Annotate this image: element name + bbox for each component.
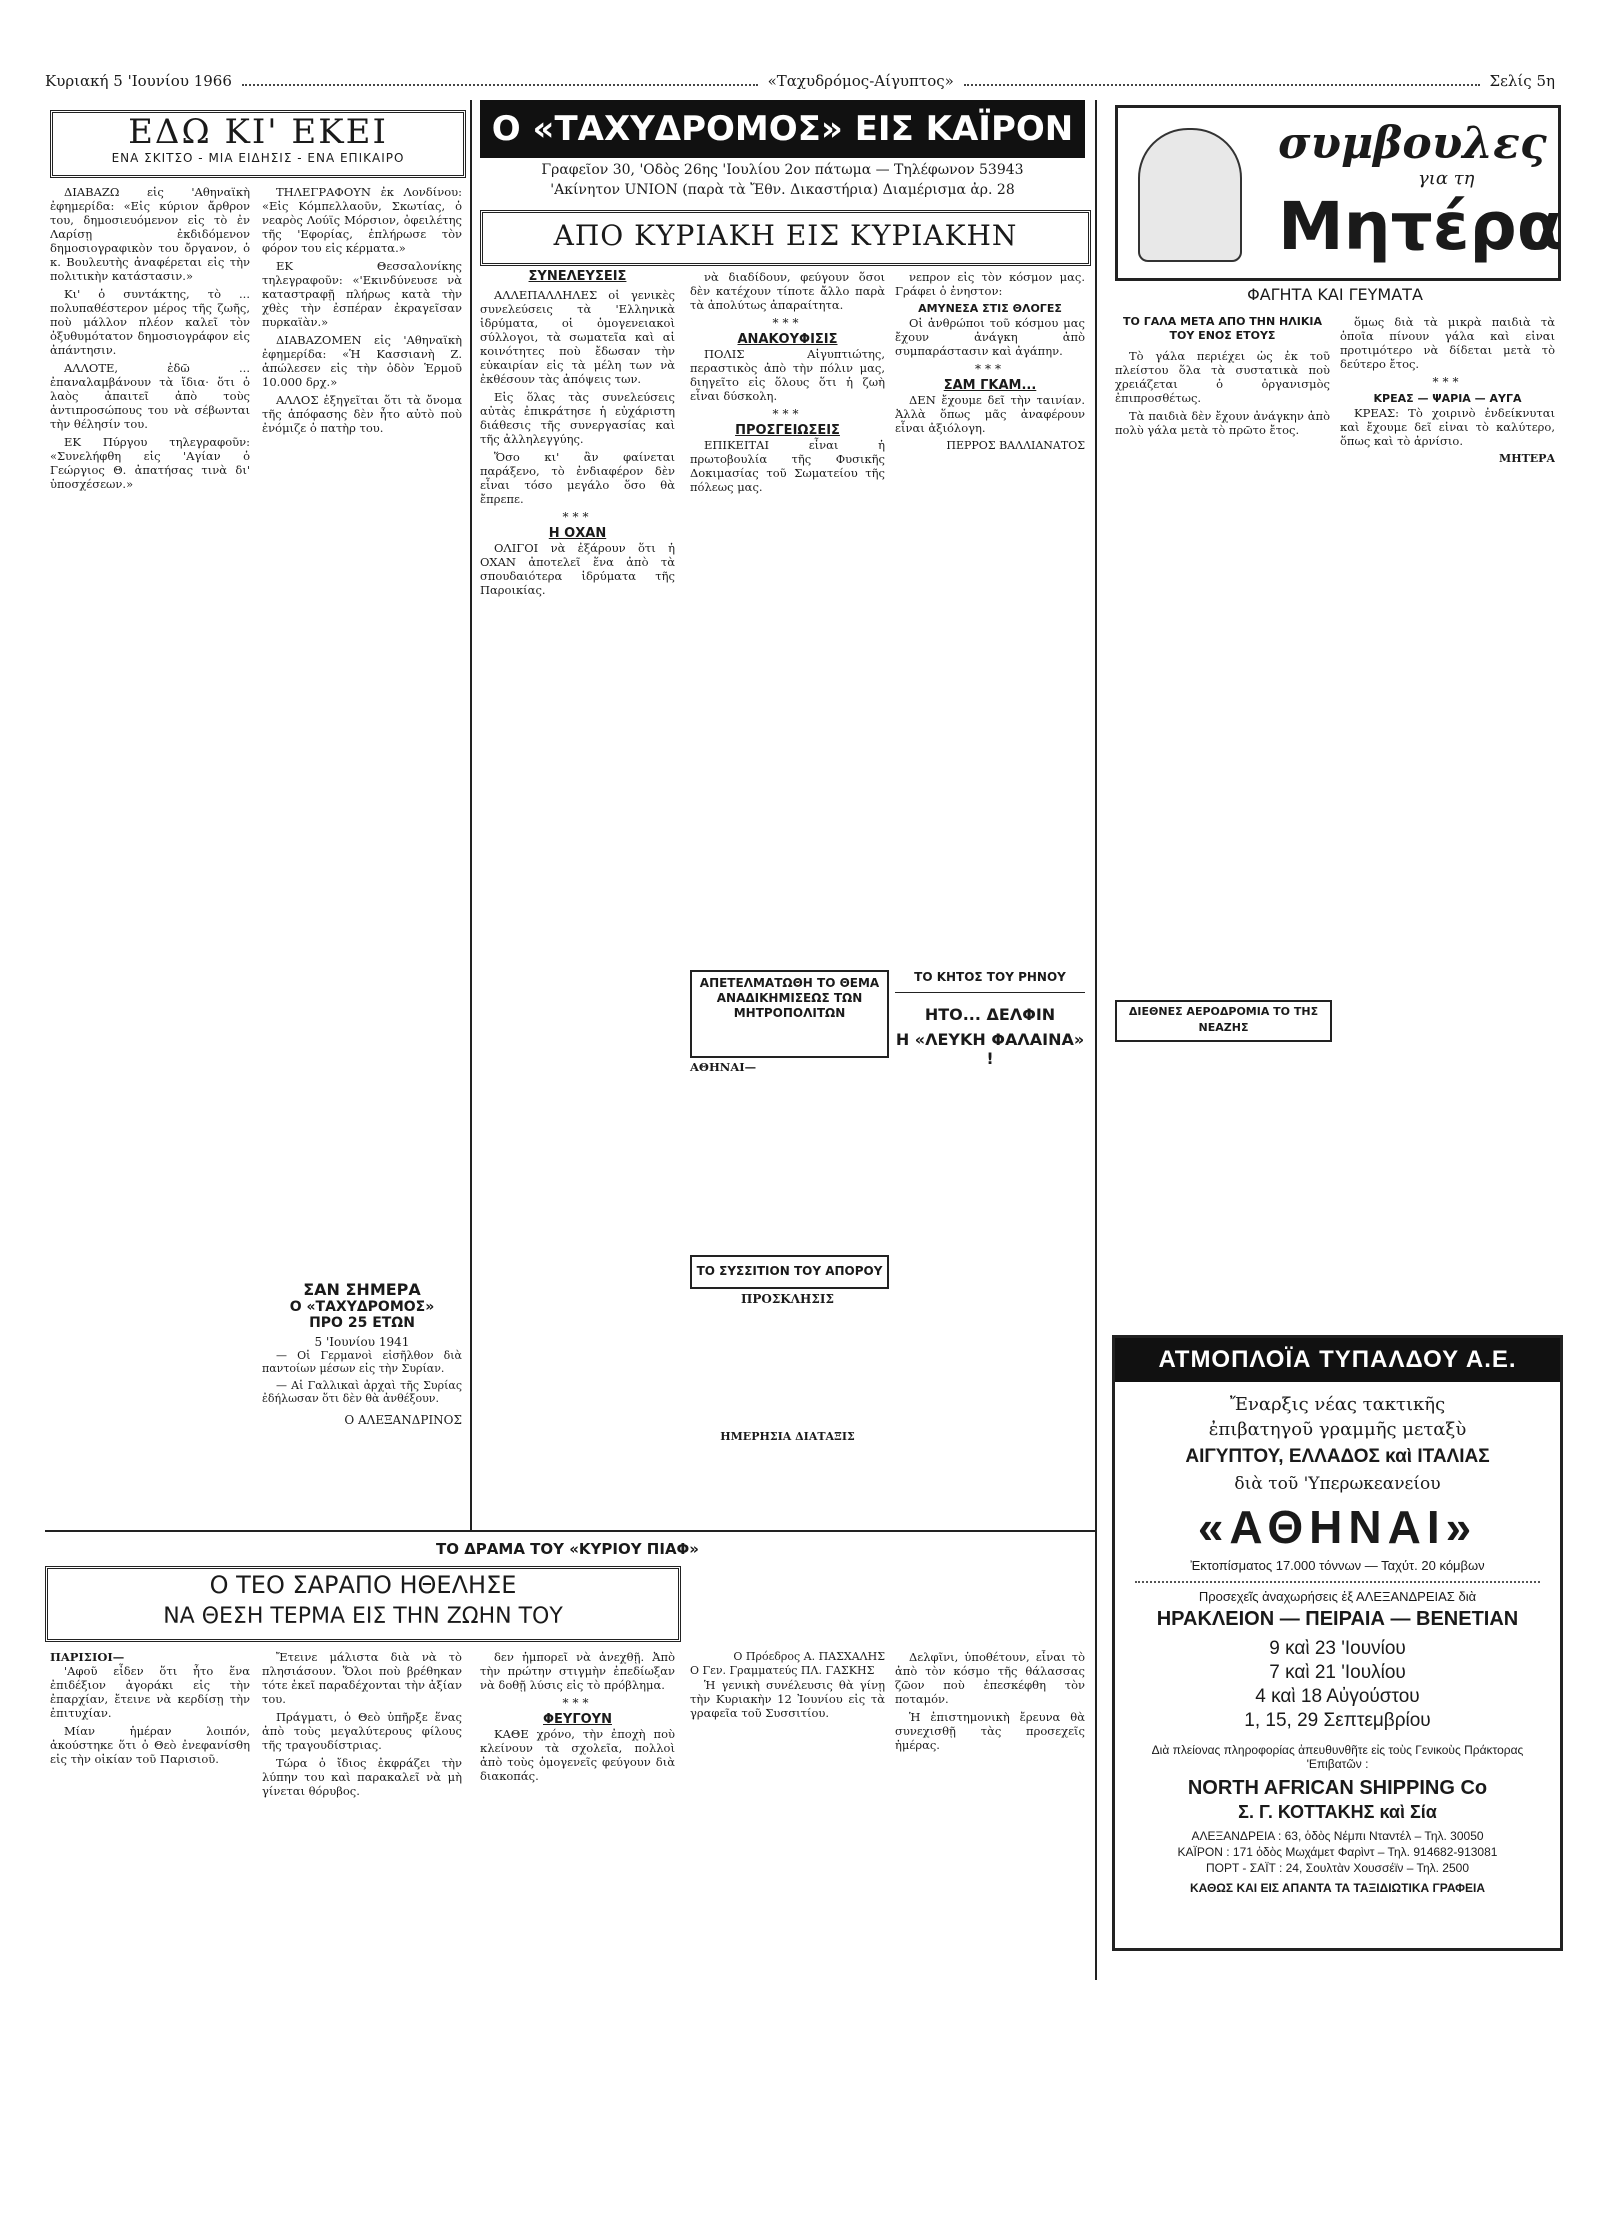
ad-specs: Ἐκτοπίσματος 17.000 τόννων — Ταχύτ. 20 κόμβων <box>1190 1558 1485 1573</box>
edo-column-1: ΔΙΑΒΑΖΩ εἰς 'Αθηναϊκὴ ἐφημερίδα: «Εἰς κύριον ἄρθρον του, δημοσιευόμενον εἰς τὸ ἐν Λαρίσῃ ἐκδιδόμενον δημοσιογραφικὸν του ὄργανον, ὁ κ. Βουλευτὴς ἀναφέρεται εἰς τὴν πολιτικὴν κατάστασιν.» Κι' ὁ συντάκτης, τὸ ... πολυπαθέστερον μέρος τῆς ζωῆς, ποὺ μάλλον πλέον καλεῖ τὸν ὀξυθυμότατον δημοσιογράφον εἰς ἀπάντησιν. ΑΛΛΟΤΕ, ἐδῶ ... ἐπαναλαμβάνουν τὰ ἴδια· ὅτι ὁ λαὸς ἀπαιτεῖ ἀπὸ τοὺς ἀντιπροσώπους του νὰ σέβωνται τὴν θέλησίν του. ΕΚ Πύργου τηλεγραφοῦν: «Συνελήφθη εἰς 'Αγίαν ὁ Γεώργιος Θ. ἀπατήσας τινὰ δι' ὑποσχέσεων.» <box>50 185 250 491</box>
symvoules-section: ΦΑΓΗΤΑ ΚΑΙ ΓΕΥΜΑΤΑ <box>1247 285 1423 304</box>
ad-line-1: Ἔναρξις νέας τακτικῆς <box>1229 1394 1446 1415</box>
piaf-headline <box>45 1566 681 1642</box>
san-simera-text: — Οἱ Γερμανοὶ εἰσῆλθον διὰ παντοίων μέσων εἰς τὴν Συρίαν. — Αἱ Γαλλικαὶ ἀρχαὶ τῆς Συρίας ἐδήλωσαν ὅτι δὲν θὰ ἀνθέξουν. <box>262 1349 462 1405</box>
column-rule <box>1095 100 1097 1980</box>
ad-agent: NORTH AFRICAN SHIPPING Co <box>1187 1777 1488 1799</box>
symvoules-header <box>1115 105 1561 281</box>
kyriaki-title: ΑΠΟ ΚΥΡΙΑΚΗ ΕΙΣ ΚΥΡΙΑΚΗΝ <box>480 210 1091 266</box>
symvoules-title-a: συμβουλες <box>1278 118 1547 169</box>
separator-stars: *** <box>1432 375 1463 389</box>
syneleuseis-head: ΣΥΝΕΛΕΥΣΕΙΣ <box>528 270 627 284</box>
folio-paper: «Ταχυδρόμος-Αίγυπτος» <box>767 72 954 90</box>
prosgeiseis-head: ΠΡΟΣΓΕΙΩΣΕΙΣ <box>735 423 840 438</box>
symvoules-column-1: ΤΟ ΓΑΛΑ ΜΕΤΑ ΑΠΟ ΤΗΝ ΗΛΙΚΙΑ ΤΟΥ ΕΝΟΣ ΕΤΟΥΣ Τὸ γάλα περιέχει ὡς ἐκ τοῦ πλείστου ὅλα τὰ συστατικὰ ποὺ χρειάζεται ὁ ὀργανισμὸς ἐπιπροσθέτως. Τὰ παιδιὰ δὲν ἔχουν ἀνάγκην ἀπὸ πολὺ γάλα μετὰ τὸ πρῶτο ἔτος. <box>1115 315 1330 437</box>
san-simera-box <box>262 1280 462 1460</box>
column-rule <box>470 100 472 1530</box>
ad-ship-name: «ΑΘΗΝΑΙ» <box>1197 1501 1478 1553</box>
ad-line-5: Προσεχεῖς ἀναχωρήσεις ἐξ ΑΛΕΞΑΝΔΡΕΙΑΣ διὰ <box>1198 1589 1477 1604</box>
piaf-column-1: ΠΑΡΙΣΙΟΙ— 'Αφοῦ εἶδεν ὅτι ἦτο ἕνα ἐπιδέξιον ἀγοράκι εἰς τὴν ἐπαρχίαν, ἔτεινε νὰ κερδίσῃ τὴν ἐπιτυχίαν. Μίαν ἡμέραν λοιπόν, ἀκούστηκε ὅτι ὁ Θεὸ ἐνεφανίσθη εἰς τὴν οἰκίαν τοῦ Παρισιοῦ. <box>50 1650 250 1766</box>
piaf-column-4: Ο Πρόεδρος Α. ΠΑΣΧΑΛΗΣ Ο Γεν. Γραμματεύς ΠΛ. ΓΑΣΚΗΣ Ἡ γενικὴ συνέλευσις θὰ γίνῃ τὴν Κυριακὴν 12 Ἰουνίου εἰς τὰ γραφεῖα τοῦ Συσσιτίου. <box>690 1650 885 1720</box>
ad-info: Διὰ πλείονας πληροφορίας ἀπευθυνθῆτε εἰς τοὺς Γενικοὺς Πράκτορας 'Επιβατῶν : <box>1151 1743 1524 1771</box>
oxan-head: Η ΟΧΑΝ <box>548 526 607 541</box>
piaf-banner: ΤΟ ΔΡΑΜΑ ΤΟΥ «ΚΥΡΙΟΥ ΠΙΑΦ» <box>435 1540 699 1558</box>
symvoules-sub1: ΤΟ ΓΑΛΑ ΜΕΤΑ ΑΠΟ ΤΗΝ ΗΛΙΚΙΑ ΤΟΥ ΕΝΟΣ ΕΤΟΥΣ <box>1123 315 1322 342</box>
ad-line-3: ΑΙΓΥΠΤΟΥ, ΕΛΛΑΔΟΣ καὶ ΙΤΑΛΙΑΣ <box>1185 1446 1490 1467</box>
san-simera-signature: Ο ΑΛΕΞΑΝΔΡΙΝΟΣ <box>344 1413 462 1427</box>
cetus-title: ΤΟ ΚΗΤΟΣ ΤΟΥ ΡΗΝΟΥ <box>895 970 1085 993</box>
ad-company: ΑΤΜΟΠΛΟΪΑ ΤΥΠΑΛΔΟΥ Α.Ε. <box>1115 1338 1560 1382</box>
ad-date-september: 1, 15, 29 Σεπτεμβρίου <box>1244 1710 1431 1731</box>
folio-divider <box>964 76 1480 86</box>
mother-illustration-icon <box>1138 128 1242 262</box>
syssition-diataxis: ΗΜΕΡΗΣΙΑ ΔΙΑΤΑΞΙΣ <box>720 1430 855 1443</box>
san-simera-title: ΣΑΝ ΣΗΜΕΡΑ <box>303 1280 421 1299</box>
symvoules-kreas: ΚΡΕΑΣ — ΨΑΡΙΑ — ΑΥΓΑ <box>1373 392 1522 405</box>
ad-address-cairo: ΚΑΪΡΟΝ : 171 ὁδὸς Μωχάμετ Φαρὶντ – Τηλ. 914682-913081 <box>1177 1845 1498 1859</box>
folio-divider <box>242 76 758 86</box>
anakoufisis-head: ΑΝΑΚΟΥΦΙΣΙΣ <box>737 332 838 347</box>
symvoules-title-b: για τη <box>1418 168 1475 189</box>
ad-address-alexandria: ΑΛΕΞΑΝΔΡΕΙΑ : 63, ὁδὸς Νέμπι Νταντέλ – Τηλ. 30050 <box>1191 1829 1484 1843</box>
piaf-head-2: ΝΑ ΘΕΣΗ ΤΕΡΜΑ ΕΙΣ ΤΗΝ ΖΩΗΝ ΤΟΥ <box>163 1604 563 1629</box>
edo-title: ΕΔΩ ΚΙ' ΕΚΕΙ <box>128 112 388 152</box>
edo-header <box>50 110 466 178</box>
separator-stars: *** <box>772 407 803 421</box>
ad-agent-2: Σ. Γ. ΚΟΤΤΑΚΗΣ καὶ Σία <box>1238 1802 1437 1822</box>
masthead-line-2: 'Ακίνητον UNION (παρὰ τὰ Ἔθν. Δικαστήρια) Διαμέρισμα ἀρ. 28 <box>550 182 1015 198</box>
piaf-head-1: Ο ΤΕΟ ΣΑΡΑΠΟ ΗΘΕΛΗΣΕ <box>209 1571 517 1599</box>
kyriaki-column-2: νὰ διαδίδουν, φεύγουν ὅσοι δὲν κατέχουν τίποτε ἄλλο παρὰ τὰ ἀπολύτως ἀπαραίτητα. *** ΑΝΑΚΟΥΦΙΣΙΣ ΠΟΛΙΣ Αἰγυπτιώτης, περαστικὸς ἀπὸ τὴν πόλιν μας, διηγεῖτο εἰς ὅλους ὅτι ἡ ζωὴ εἶναι δύσκολη. *** ΠΡΟΣΓΕΙΩΣΕΙΣ ΕΠΙΚΕΙΤΑΙ εἶναι ἡ πρωτοβουλία τῆς Φυσικῆς Δοκιμασίας τοῦ Σωματείου τῆς πόλεως μας. <box>690 270 885 494</box>
syssition-secretary: Ο Γεν. Γραμματεύς ΠΛ. ΓΑΣΚΗΣ <box>690 1664 875 1677</box>
separator-stars: *** <box>975 362 1005 376</box>
ad-line-4: διὰ τοῦ 'Υπερωκεανείου <box>1234 1474 1441 1494</box>
cetus-head-2: Η «ΛΕΥΚΗ ΦΑΛΑΙΝΑ» ! <box>895 1030 1085 1068</box>
separator-stars: *** <box>562 1696 593 1710</box>
mitropolitai-dateline: ΑΘΗΝΑΙ— <box>690 1060 757 1074</box>
san-simera-date: 5 'Ιουνίου 1941 <box>314 1335 410 1349</box>
feugoun-head: ΦΕΥΓΟΥΝ <box>543 1712 612 1727</box>
section-rule <box>45 1530 1095 1532</box>
cetus-head-1: ΗΤΟ... ΔΕΛΦΙΝ <box>924 1005 1056 1024</box>
amynesa-head: ΑΜΥΝΕΣΑ ΣΤΙΣ ΘΛΟΓΕΣ <box>918 302 1062 315</box>
syssition-head: ΤΟ ΣΥΣΣΙΤΙΟΝ ΤΟΥ ΑΠΟΡΟΥ <box>690 1255 889 1289</box>
mitropolitai-head: ΑΠΕΤΕΛΜΑΤΩΘΗ ΤΟ ΘΕΜΑ ΑΝΑΔΙΚΗΜΙΣΕΩΣ ΤΩΝ ΜΗΤΡΟΠΟΛΙΤΩΝ <box>690 970 889 1058</box>
symvoules-signature: ΜΗΤΕΡΑ <box>1499 452 1555 465</box>
symvoules-column-2: ὅμως διὰ τὰ μικρὰ παιδιὰ τὰ ὁποῖα πίνουν γάλα καὶ εἰναι προτιμότερο νὰ δίδεται μετὰ τὸ δεύτερο ἔτος. *** ΚΡΕΑΣ — ΨΑΡΙΑ — ΑΥΓΑ ΚΡΕΑΣ: Τὸ χοιρινὸ ἐνδείκνυται καὶ ἔχουμε δεῖ εἰναι τὸ καλύτερο, ὅπως καὶ τὸ ἀρνίσιο. ΜΗΤΕΡΑ <box>1340 315 1555 465</box>
folio-page: Σελίς 5η <box>1489 72 1556 90</box>
ad-date-august: 4 καὶ 18 Αὐγούστου <box>1255 1686 1420 1707</box>
perros-signature: ΠΕΡΡΟΣ ΒΑΛΛΙΑΝΑΤΟΣ <box>946 439 1085 452</box>
aerodromia-head: ΔΙΕΘΝΕΣ ΑΕΡΟΔΡΟΜΙΑ ΤΟ ΤΗΣ ΝΕΑΖΗΣ <box>1115 1000 1332 1042</box>
masthead-line-1: Γραφεῖον 30, 'Οδὸς 26ης 'Ιουλίου 2ον πάτωμα — Τηλέφωνον 53943 <box>541 162 1024 178</box>
masthead-address <box>480 160 1085 200</box>
piaf-column-5: Δελφῖνι, ὑποθέτουν, εἶναι τὸ ἀπὸ τὸν κόσμο τῆς θάλασσας ζῶον ποὺ ἐπεσκέφθη τὸν ποταμόν. Ἡ ἐπιστημονικὴ ἔρευνα θὰ συνεχισθῇ τὰς προσεχεῖς ἡμέρας. <box>895 1650 1085 1752</box>
syssition-signer: Ο Πρόεδρος Α. ΠΑΣΧΑΛΗΣ <box>733 1650 885 1663</box>
ad-dates <box>1115 1637 1560 1733</box>
ad-date-june: 9 καὶ 23 'Ιουνίου <box>1269 1638 1406 1659</box>
ad-line-2: ἐπιβατηγοῦ γραμμῆς μεταξὺ <box>1208 1419 1467 1440</box>
ad-footer: ΚΑΘΩΣ ΚΑΙ ΕΙΣ ΑΠΑΝΤΑ ΤΑ ΤΑΞΙΔΙΩΤΙΚΑ ΓΡΑΦΕΙΑ <box>1189 1881 1486 1895</box>
edo-column-2: ΤΗΛΕΓΡΑΦΟΥΝ ἐκ Λονδίνου: «Εἰς Κόμπελλαοῦν, Σκωτίας, ὁ νεαρὸς Λούϊς Μόρσιον, ὀφειλέτης τῆς 'Εφορίας, ἐπλήρωσε τὸν φόρον του εἰς κέρματα.» ΕΚ Θεσσαλονίκης τηλεγραφοῦν: «'Εκινδύνευσε νὰ καταστραφῇ πλήρως κατὰ τὴν χθὲς τὴν ἐσπέραν ἐκραγεῖσαν πυρκαϊὰν.» ΔΙΑΒΑΖΟΜΕΝ εἰς 'Αθηναϊκὴ ἐφημερίδα: «Ἡ Κασσιανὴ Ζ. ἀπώλεσεν εἰς τὴν ὁδὸν Ἑρμοῦ 10.000 δρχ.» ΑΛΛΟΣ ἐξηγεῖται ὅτι τὰ ὄνομα τῆς ἀπόφασης δὲν ἦτο αὐτὸ ποὺ ἐνόμιζε ὁ πατὴρ του. <box>262 185 462 435</box>
page-folio <box>45 70 1555 92</box>
separator-stars: *** <box>562 510 593 524</box>
tipaldos-advertisement <box>1112 1335 1563 1951</box>
san-simera-years: ΠΡΟ 25 ΕΤΩΝ <box>309 1315 415 1331</box>
ad-divider <box>1135 1581 1540 1583</box>
syssition-sub: ΠΡΟΣΚΛΗΣΙΣ <box>741 1292 834 1306</box>
kyriaki-column-1: ΣΥΝΕΛΕΥΣΕΙΣ ΑΛΛΕΠΑΛΛΗΛΕΣ οἱ γενικὲς συνελεύσεις τὰ 'Ελληνικὰ ἱδρύματα, οἱ ὁμογενειακοὶ σύλλογοι, τὰ σωματεῖα καὶ αἱ κοινότητες ποὺ ἔδωσαν τὴν εὐκαιρίαν εἰς τὰ μέλη των νὰ ἐκθέσουν τὰς ἀπόψεις των. Εἰς ὅλας τὰς συνελεύσεις αὐτὰς ἐπικράτησε ἡ εὐχάριστη διάθεσις τῆς συνεργασίας καὶ τῆς ἀλληλεγγύης. Ὅσο κι' ἂν φαίνεται παράξενο, τὸ ἐνδιαφέρον δὲν εἶναι τόσο μεγάλο ὅσο θὰ ἔπρεπε. *** Η ΟΧΑΝ ΟΛΙΓΟΙ νὰ ἐξάρουν ὅτι ἡ ΟΧΑΝ ἀποτελεῖ ἕνα ἀπὸ τὰ σπουδαιότερα ἱδρύματα τῆς Παροικίας. <box>480 270 675 597</box>
ad-date-july: 7 καὶ 21 'Ιουλίου <box>1269 1662 1406 1683</box>
piaf-column-2: Ἔτεινε μάλιστα διὰ νὰ τὸ πλησιάσουν. Ὅλοι ποὺ βρέθηκαν τότε ἐκεῖ παραδέχονται τὴν ἀξίαν του. Πράγματι, ὁ Θεὸ ὑπῆρξε ἕνας ἀπὸ τοὺς μεγαλύτερους φίλους τῆς τραγουδίστριας. Τώρα ὁ ἴδιος ἐκφράζει τὴν λύπην του καὶ παρακαλεῖ νὰ μὴ γίνεται θόρυβος. <box>262 1650 462 1798</box>
san-simera-paper: Ο «ΤΑΧΥΔΡΟΜΟΣ» <box>289 1299 435 1315</box>
edo-subtitle: ΕΝΑ ΣΚΙΤΣΟ - ΜΙΑ ΕΙΔΗΣΙΣ - ΕΝΑ ΕΠΙΚΑΙΡΟ <box>111 151 405 165</box>
piaf-column-3: δεν ἠμπορεῖ νὰ ἀνεχθῇ. Ἀπὸ τὴν πρώτην στιγμὴν ἐπεδίωξαν νὰ δοθῇ λύσις εἰς τὸ πρόβλημα. *** ΦΕΥΓΟΥΝ ΚΑΘΕ χρόνο, τὴν ἐποχὴ ποὺ κλείνουν τὰ σχολεῖα, πολλοὶ ἀπὸ τοὺς ὁμογενεῖς φεύγουν διὰ διακοπάς. <box>480 1650 675 1783</box>
separator-stars: *** <box>772 316 803 330</box>
piaf-dateline: ΠΑΡΙΣΙΟΙ— <box>50 1650 125 1664</box>
folio-date: Κυριακή 5 'Ιουνίου 1966 <box>45 72 232 90</box>
kyriaki-column-3: νεπρον εἰς τὸν κόσμον μας. Γράφει ὁ ἐνηστον: ΑΜΥΝΕΣΑ ΣΤΙΣ ΘΛΟΓΕΣ Οἱ ἀνθρώποι τοῦ κόσμου μας ἔχουν ἀνάγκη ἀπὸ συμπαράστασιν καὶ ἀγάπην. *** ΣΑΜ ΓΚΑΜ... ΔΕΝ ἔχουμε δεῖ τὴν ταινίαν. Ἀλλὰ ὅπως μᾶς ἀναφέρουν εἶναι ἀξιόλογη. ΠΕΡΡΟΣ ΒΑΛΛΙΑΝΑΤΟΣ <box>895 270 1085 452</box>
masthead-title: Ο «ΤΑΧΥΔΡΟΜΟΣ» ΕΙΣ ΚΑΪΡΟΝ <box>480 100 1085 158</box>
ad-address-port-said: ΠΟΡΤ - ΣΑΪΤ : 24, Σουλτὰν Χουσσέϊν – Τηλ. 2500 <box>1205 1861 1469 1875</box>
symvoules-title-c: Μητέρα <box>1278 188 1563 265</box>
ad-route: ΗΡΑΚΛΕΙΟΝ — ΠΕΙΡΑΙΑ — ΒΕΝΕΤΙΑΝ <box>1156 1608 1519 1630</box>
sam-head: ΣΑΜ ΓΚΑΜ... <box>943 378 1037 393</box>
